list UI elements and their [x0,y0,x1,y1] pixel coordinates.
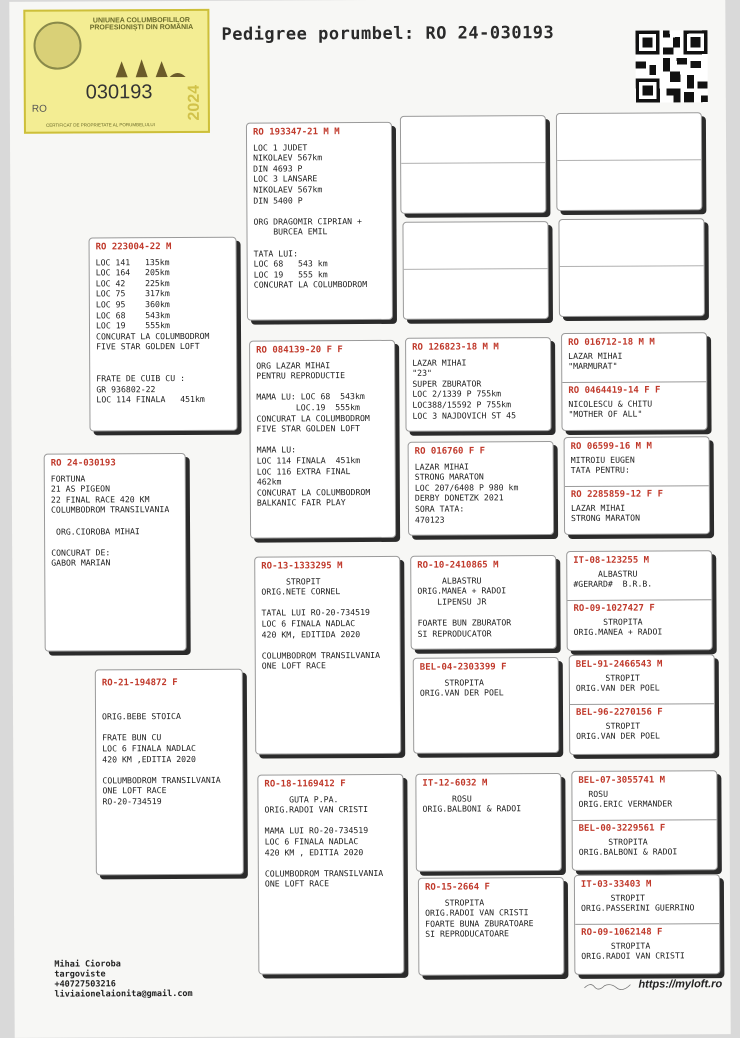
detail-line: STROPITA [419,676,484,688]
ancestor-ring: IT-08-123255 M [573,555,650,566]
website-link[interactable]: https://myloft.ro [638,978,723,991]
main-pigeon-ring: RO 24-030193 [50,458,116,469]
detail-line: ORIG.ERIC VERMANDER [578,798,673,810]
detail-line: ONE LOFT RACE [261,660,326,671]
detail-line: STRONG MARATON [414,471,484,482]
ancestor-ring: RO 2285859-12 F F [570,489,664,500]
detail-line: LOC 68 543 km [253,258,328,269]
ancestor-pair-card[interactable] [569,654,716,755]
great-grandparent-card-empty[interactable] [402,221,549,320]
ancestor-details [568,350,700,372]
father-ring: RO 223004-22 M [95,242,172,253]
certificate-caption: CERTIFICAT DE PROPRIETATE AL PORUMBELULUI [45,122,155,128]
ancestor-details [571,502,703,524]
ancestor-details [579,836,711,858]
detail-line [256,381,388,392]
detail-line: ORIG.BALBONI & RADOI [422,803,522,814]
detail-line: GABOR MARIAN [51,557,111,569]
detail-line: GUTA P.PA. [264,793,339,805]
ancestor-ring: RO 0464419-14 F F [568,385,661,396]
great-grandparent-details [417,575,549,639]
detail-line: "MOTHER OF ALL" [568,408,643,420]
grandparent-card[interactable] [246,122,393,321]
detail-line: STROPITA [424,897,485,908]
detail-line: ORIG.BALBONI & RADOI [578,846,678,858]
ancestor-ring: RO-09-1062148 F [581,927,663,938]
ancestor-ring: BEL-00-3229561 F [578,823,666,834]
detail-line: STROPIT [261,575,321,587]
detail-line: FOARTE BUN ZBURATOR [417,617,512,628]
ancestor-ring: BEL-07-3055741 M [578,775,666,786]
detail-line: GR 936802-22 [96,383,156,395]
detail-line: LOC 116 EXTRA FINAL [256,465,351,477]
detail-line: COLUMBODROM TRANSILVANIA [50,504,170,516]
great-grandparent-card[interactable] [415,773,562,872]
detail-line: STROPIT [575,672,640,683]
owner-phone[interactable]: +40727503216 [54,979,116,990]
detail-line [257,434,389,445]
detail-line: 22 FINAL RACE 420 KM [50,493,150,505]
detail-line: RO-20-734519 [102,796,162,807]
ancestor-pair-card[interactable] [571,770,718,871]
mother-ring: RO-21-194872 F [101,678,178,689]
detail-line [51,536,179,547]
great-grandparent-details [412,357,544,421]
detail-line: LAZAR MIHAI [412,357,467,368]
ancestor-ring: RO-09-1027427 F [573,603,655,614]
detail-line: MITROIU EUGEN [570,454,635,465]
detail-line [96,352,230,363]
detail-line [265,815,397,826]
detail-line: LOC 68 543km [95,309,170,320]
detail-line: LOC 114 FINALA 451km [256,454,361,466]
detail-line: LAZAR MIHAI [414,461,469,472]
detail-line: BURCEA EMIL [253,226,328,237]
father-card[interactable] [89,237,238,432]
detail-line [262,639,394,650]
grandparent-details [264,793,396,889]
ancestor-ring: BEL-91-2466543 M [575,659,663,670]
detail-line: FORTUNA [50,473,86,484]
grandparent-details [261,575,393,671]
detail-line: ORIG.PASSERINI GUERRINO [581,902,695,914]
detail-line: COLUMBODROM TRANSILVANIA [102,774,221,786]
certificate-number: 030193 [85,81,153,104]
grandparent-details [253,142,386,291]
detail-line: ORG.CIOROBA MIHAI [51,525,140,537]
detail-line: STROPIT [580,892,646,903]
great-grandparent-ring: RO 016760 F F [414,446,486,457]
detail-line: ORG LAZAR MIHAI [256,359,331,371]
detail-line [96,362,230,373]
detail-line: ORIG.MANEA + RADOI [417,585,507,596]
detail-line: CONCURAT LA COLUMBODROM [256,412,370,424]
ancestor-pair-card[interactable] [561,332,708,431]
detail-line: 462km [256,476,282,487]
detail-line: 470123 [414,514,445,525]
detail-line: ORIG.RADOI VAN CRISTI [264,804,369,815]
great-grandparent-details [425,897,557,940]
detail-line: ORIG.VAN DER POEL [419,687,504,698]
detail-line: LOC.19 555km [256,402,360,413]
ancestor-details [571,454,703,476]
detail-line: LOC 95 360km [95,299,170,310]
owner-contact [54,959,192,1000]
certificate-country: RO [31,103,47,115]
great-grandparent-card[interactable] [405,337,551,432]
pedigree-sheet [9,0,730,1038]
detail-line: LOC 164 205km [95,267,170,278]
detail-line: LAZAR MIHAI [568,350,623,361]
detail-line: COLUMBODROM TRANSILVANIA [264,867,384,879]
detail-line: ONE LOFT RACE [264,878,330,889]
detail-line: SORA TATA: [414,503,465,514]
great-grandparent-details [415,461,547,525]
detail-line: "23" [412,367,432,378]
detail-line: NIKOLAEV 567km [253,184,323,195]
detail-line: DIN 4693 P [253,163,303,174]
detail-line: DERBY DONETZK 2021 [414,492,504,504]
mother-details [102,700,237,807]
grandparent-details [256,359,389,508]
detail-line: LOC 1 JUDET [253,141,308,153]
detail-line: COLUMBODROM TRANSILVANIA [261,649,381,661]
detail-line: STROPITA [573,616,643,627]
certificate-org [81,17,201,32]
pigeons-icon [106,55,186,81]
main-pigeon-card[interactable] [44,453,187,652]
detail-line: LIPENSU JR [417,596,487,607]
great-grandparent-card[interactable] [418,877,565,976]
detail-line: FRATE BUN CU [102,732,162,743]
great-grandparent-card[interactable] [408,441,554,536]
mother-card[interactable] [95,669,244,876]
great-grandparent-details [420,677,552,699]
detail-line: TATA LUI: [253,247,299,259]
detail-line: TATAL LUI RO-20-734519 [261,607,370,618]
detail-line: ORG DRAGOMIR CIPRIAN + [253,215,362,227]
detail-line: ALBASTRU [417,575,482,586]
detail-line: STROPITA [581,940,651,951]
grandparent-ring: RO-18-1169412 F [264,779,346,790]
detail-line: LOC 6 FINALA NADLAC [102,742,196,754]
ancestor-details [574,616,706,638]
detail-line: 420 KM ,EDITIA 2020 [102,753,196,764]
detail-line: 420 KM, EDITIDA 2020 [261,628,361,640]
detail-line [253,205,385,216]
detail-line: CONCURAT LA COLUMBODROM [96,330,210,342]
detail-line: SI REPRODUCATOARE [425,928,510,940]
detail-line: LOC 3 NAJDOVICH ST 45 [412,409,517,421]
detail-line: SI REPRODUCATOR [417,627,492,639]
great-grandparent-ring: RO-10-2410865 M [417,560,499,571]
detail-line: LOC 114 FINALA 451km [96,394,205,405]
ancestor-pair-card-empty[interactable] [558,218,705,317]
detail-line [265,857,397,868]
ancestor-details [578,788,710,810]
detail-line: SUPER ZBURATOR [412,378,482,389]
detail-line [51,515,179,526]
great-grandparent-card[interactable] [410,555,556,650]
detail-line: ORIG.VAN DER POEL [576,730,660,742]
detail-line: CONCURAT LA COLUMBODROM [253,279,368,290]
detail-line: "MARMURAT" [568,360,618,372]
detail-line: ALBASTRU [573,568,638,579]
detail-line [102,721,236,732]
ancestor-pair-card-empty[interactable] [556,112,703,211]
detail-line: 420 KM , EDITIA 2020 [264,846,364,858]
ancestor-details [581,940,713,962]
ancestor-ring: BEL-96-2270156 F [575,707,663,718]
detail-line: LOC 3 LANSARE [253,173,318,184]
grandparent-ring: RO 084139-20 F F [256,345,343,356]
detail-line: LOC 75 317km [95,288,170,299]
page-title: Pedigree porumbel: RO 24-030193 [221,23,555,45]
ancestor-ring: IT-03-33403 M [580,879,652,890]
ancestor-pair-card[interactable] [566,550,713,651]
main-pigeon-details [51,473,179,569]
detail-line: BALKANIC FAIR PLAY [256,497,346,508]
detail-line: DIN 5400 P [253,194,303,206]
detail-line: ROSU [422,793,472,804]
great-grandparent-ring: RO 126823-18 M M [412,342,499,353]
detail-line [254,237,386,248]
grandparent-ring: RO-13-1333295 M [261,561,343,572]
ancestor-details [576,672,708,694]
ownership-certificate [23,9,210,134]
detail-line: #GERARD# B.R.B. [573,578,653,590]
ancestor-pair-card[interactable] [574,874,721,975]
grandparent-card[interactable] [249,340,396,539]
great-grandparent-ring: BEL-04-2303399 F [419,662,507,673]
detail-line: STROPIT [576,720,641,731]
ancestor-pair-card[interactable] [564,436,711,535]
detail-line: CONCURAT DE: [51,547,111,558]
detail-line: LAZAR MIHAI [570,502,626,513]
ancestor-details [568,398,700,420]
great-grandparent-details [422,793,554,815]
detail-line: ROSU [578,788,609,799]
detail-line: MAMA LU: LOC 68 543km [256,391,365,402]
detail-line: LOC 19 555 km [253,268,328,280]
detail-line: ORIG.BEBE STOICA [102,711,181,722]
detail-line: MAMA LUI RO-20-734519 [264,825,369,836]
father-details [96,256,231,405]
ancestor-ring: RO 06599-16 M M [570,441,652,452]
detail-line: NIKOLAEV 567km [253,152,323,163]
detail-line: ORIG.VAN DER POEL [575,682,660,694]
detail-line: LOC 19 555km [95,320,170,331]
grandparent-ring: RO 193347-21 M M [252,127,340,138]
qr-code-icon[interactable] [635,30,707,102]
detail-line: STROPITA [578,836,648,847]
detail-line: CONCURAT LA COLUMBODROM [256,486,371,498]
detail-line: LOC 141 135km [95,256,170,268]
detail-line: ORIG.MANEA + RADOI [573,626,663,638]
detail-line: LOC 6 FINALA NADLAC [261,618,356,629]
detail-line: 21 AS PIGEON [50,483,111,494]
detail-line: ORIG.RADOI VAN CRISTI [581,950,685,962]
detail-line: FOARTE BUNA ZBURATOARE [425,917,534,929]
great-grandparent-ring: IT-12-6032 M [422,778,488,789]
great-grandparent-card-empty[interactable] [400,115,547,214]
detail-line: TATA PENTRU: [570,464,630,476]
grandparent-card[interactable] [257,774,404,975]
union-logo-icon [33,22,81,70]
detail-line: LOC 2/1339 P 755km [412,388,502,400]
detail-line [417,606,549,617]
detail-line: LOC 42 225km [95,277,170,289]
detail-line: FIVE STAR GOLDEN LOFT [256,423,361,434]
detail-line [102,700,236,711]
detail-line: PENTRU REPRODUCTIE [256,370,346,381]
detail-line [102,764,236,775]
owner-email[interactable]: liviaionelaionita@gmail.com [54,988,193,1000]
detail-line: FRATE DE CUIB CU : [96,373,186,384]
owner-name: Mihai Cioroba [54,959,121,970]
detail-line: LOC 207/6408 P 980 km [414,482,519,493]
certificate-org-line2: PROFESIONIȘTI DIN ROMÂNIA [89,23,194,32]
detail-line: ORIG.RADOI VAN CRISTI [425,907,529,918]
owner-city: targoviste [54,969,106,980]
ancestor-details [576,720,708,742]
grandparent-card[interactable] [254,556,401,755]
detail-line: LOC388/15592 P 755km [412,399,512,410]
great-grandparent-ring: RO-15-2664 F [424,882,490,893]
detail-line: STRONG MARATON [570,512,641,524]
detail-line: MAMA LU: [256,444,297,455]
certificate-year: 2024 [185,84,203,121]
ancestor-details [573,568,705,590]
detail-line: ORIG.NETE CORNEL [261,586,341,597]
certificate-org-line1: UNIUNEA COLUMBOFILILOR [92,16,190,25]
signature-icon [582,981,632,991]
detail-line [261,597,393,608]
detail-line: ONE LOFT RACE [102,785,167,796]
great-grandparent-card[interactable] [413,657,560,754]
ancestor-ring: RO 016712-18 M M [568,337,655,348]
detail-line: FIVE STAR GOLDEN LOFT [96,341,200,352]
detail-line: LOC 6 FINALA NADLAC [264,836,359,847]
ancestor-details [581,892,713,914]
detail-line: NICOLESCU & CHITU [568,398,653,409]
